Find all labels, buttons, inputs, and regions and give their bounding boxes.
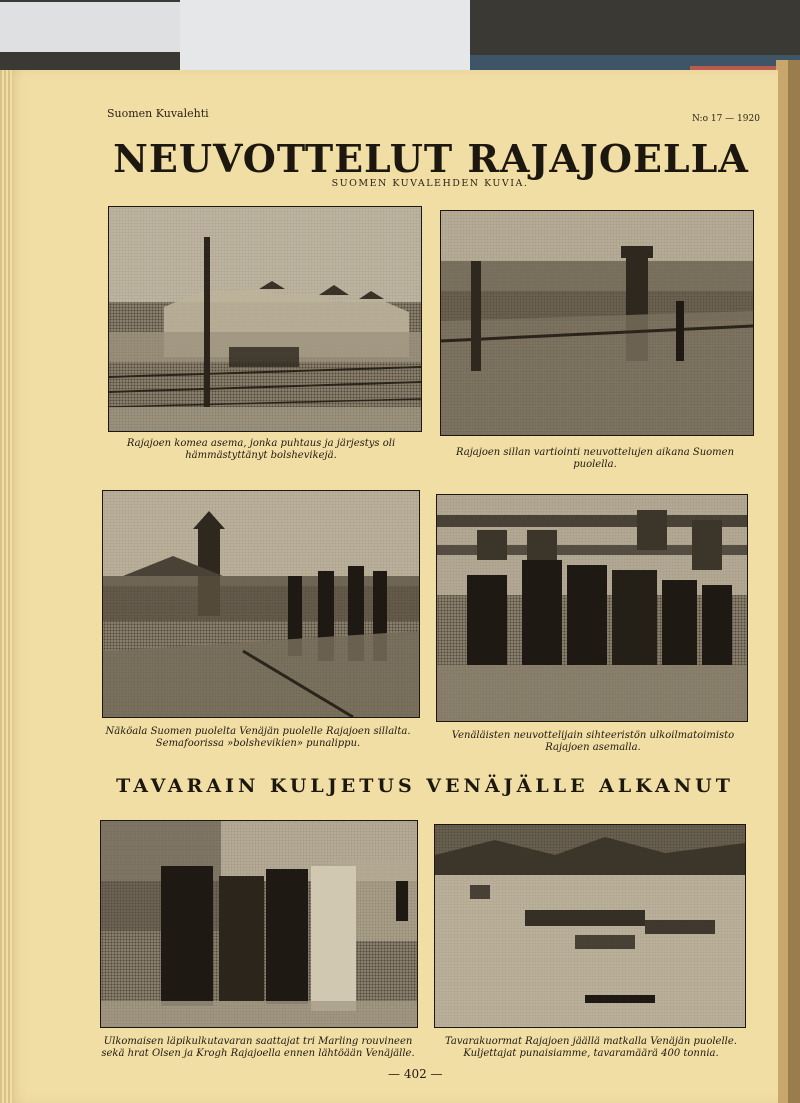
photo-bridge-view — [102, 490, 420, 718]
page-title: NEUVOTTELUT RAJAJOELLA — [113, 136, 749, 181]
photo-secretariat-office — [436, 494, 748, 722]
photo-caption: Venäläisten neuvottelijain sihteeristön ulkoilmatoimisto Rajajoen asemalla. — [451, 730, 735, 753]
page-subtitle: SUOMEN KUVALEHDEN KUVIA. — [331, 178, 529, 189]
page-number: — 402 — — [388, 1067, 443, 1081]
photo-caption: Ulkomaisen läpikulkutavaran saattajat tri Marling rouvineen sekä hrat Olsen ja Krogh Rajajoella ennen lähtöään Venäjälle. — [101, 1036, 415, 1059]
photo-station-building — [108, 206, 422, 432]
scan-paper-sheet — [0, 2, 180, 52]
issue-number: N:o 17 — 1920 — [692, 114, 760, 124]
photo-caption: Rajajoen sillan vartiointi neuvottelujen aikana Suomen puolella. — [455, 447, 735, 470]
photo-freight-on-ice — [434, 824, 746, 1028]
section-title: TAVARAIN KULJETUS VENÄJÄLLE ALKANUT — [116, 775, 734, 797]
scan-paper-sheet — [180, 0, 470, 72]
photo-goods-escorts — [100, 820, 418, 1028]
page-stack-edge — [0, 70, 12, 1103]
magazine-name: Suomen Kuvalehti — [107, 107, 209, 120]
photo-caption: Rajajoen komea asema, jonka puhtaus ja järjestys oli hämmästyttänyt bolshevikejä. — [126, 438, 396, 461]
scan-book-edge — [788, 60, 800, 1103]
photo-bridge-guard — [440, 210, 754, 436]
photo-caption: Näköala Suomen puolelta Venäjän puolelle Rajajoen sillalta. Semafoorissa »bolshevikien» punalippu. — [105, 726, 411, 749]
photo-caption: Tavarakuormat Rajajoen jäällä matkalla Venäjän puolelle. Kuljettajat punaisiamme, tavaramäärä 400 tonnia. — [445, 1036, 737, 1059]
